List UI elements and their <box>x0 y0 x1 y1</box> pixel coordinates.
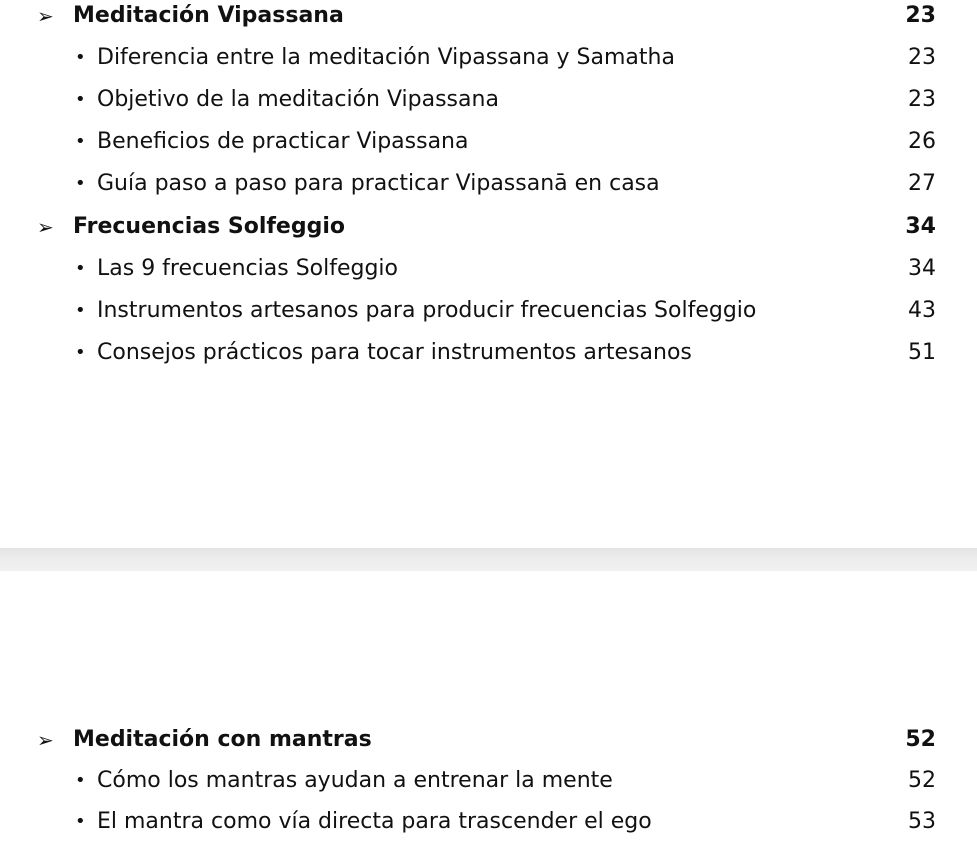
toc-heading-title: Meditación Vipassana <box>73 3 344 28</box>
toc-page-number: 23 <box>908 87 936 112</box>
toc-heading-title: Frecuencias Solfeggio <box>73 214 346 239</box>
arrow-bullet-icon: ➢ <box>37 4 54 28</box>
toc-page-number: 52 <box>908 768 936 793</box>
toc-entry-title: Diferencia entre la meditación Vipassana y Samatha <box>97 45 675 70</box>
toc-page-number: 53 <box>908 809 936 834</box>
dot-bullet-icon: • <box>75 173 86 194</box>
toc-entry-title: Cómo los mantras ayudan a entrenar la mente <box>97 768 613 793</box>
dot-bullet-icon: • <box>75 47 86 68</box>
toc-page-number: 23 <box>908 45 936 70</box>
toc-page-number: 52 <box>905 727 936 752</box>
toc-page-number: 43 <box>908 298 936 323</box>
toc-entry[interactable] <box>0 122 977 162</box>
toc-page-number: 26 <box>908 129 936 154</box>
toc-entry[interactable] <box>0 80 977 120</box>
arrow-bullet-icon: ➢ <box>37 728 54 752</box>
toc-entry[interactable] <box>0 761 977 801</box>
toc-heading-title: Meditación con mantras <box>73 727 372 752</box>
toc-page-number: 51 <box>908 340 936 365</box>
dot-bullet-icon: • <box>75 811 86 832</box>
toc-page-number: 27 <box>908 171 936 196</box>
dot-bullet-icon: • <box>75 300 86 321</box>
toc-entry-title: Beneficios de practicar Vipassana <box>97 129 469 154</box>
page-separator <box>0 548 977 571</box>
toc-entry-title: El mantra como vía directa para trascender el ego <box>97 809 652 834</box>
toc-page-number: 34 <box>908 256 936 281</box>
toc-heading[interactable] <box>0 0 977 36</box>
toc-entry[interactable] <box>0 333 977 373</box>
dot-bullet-icon: • <box>75 770 86 791</box>
dot-bullet-icon: • <box>75 131 86 152</box>
toc-entry-title: Consejos prácticos para tocar instrumentos artesanos <box>97 340 692 365</box>
dot-bullet-icon: • <box>75 342 86 363</box>
toc-entry[interactable] <box>0 802 977 842</box>
toc-entry[interactable] <box>0 249 977 289</box>
document-page-2 <box>0 571 977 836</box>
dot-bullet-icon: • <box>75 89 86 110</box>
toc-entry-title: Objetivo de la meditación Vipassana <box>97 87 499 112</box>
toc-page-number: 34 <box>905 214 936 239</box>
arrow-bullet-icon: ➢ <box>37 215 54 239</box>
toc-entry-title: Instrumentos artesanos para producir frecuencias Solfeggio <box>97 298 757 323</box>
toc-heading[interactable] <box>0 207 977 247</box>
toc-entry[interactable] <box>0 291 977 331</box>
dot-bullet-icon: • <box>75 258 86 279</box>
toc-entry[interactable] <box>0 38 977 78</box>
toc-entry-title: Guía paso a paso para practicar Vipassanā en casa <box>97 171 660 196</box>
toc-entry-title: Las 9 frecuencias Solfeggio <box>97 256 399 281</box>
toc-heading[interactable] <box>0 720 977 760</box>
toc-page-number: 23 <box>905 3 936 28</box>
toc-entry[interactable] <box>0 164 977 204</box>
